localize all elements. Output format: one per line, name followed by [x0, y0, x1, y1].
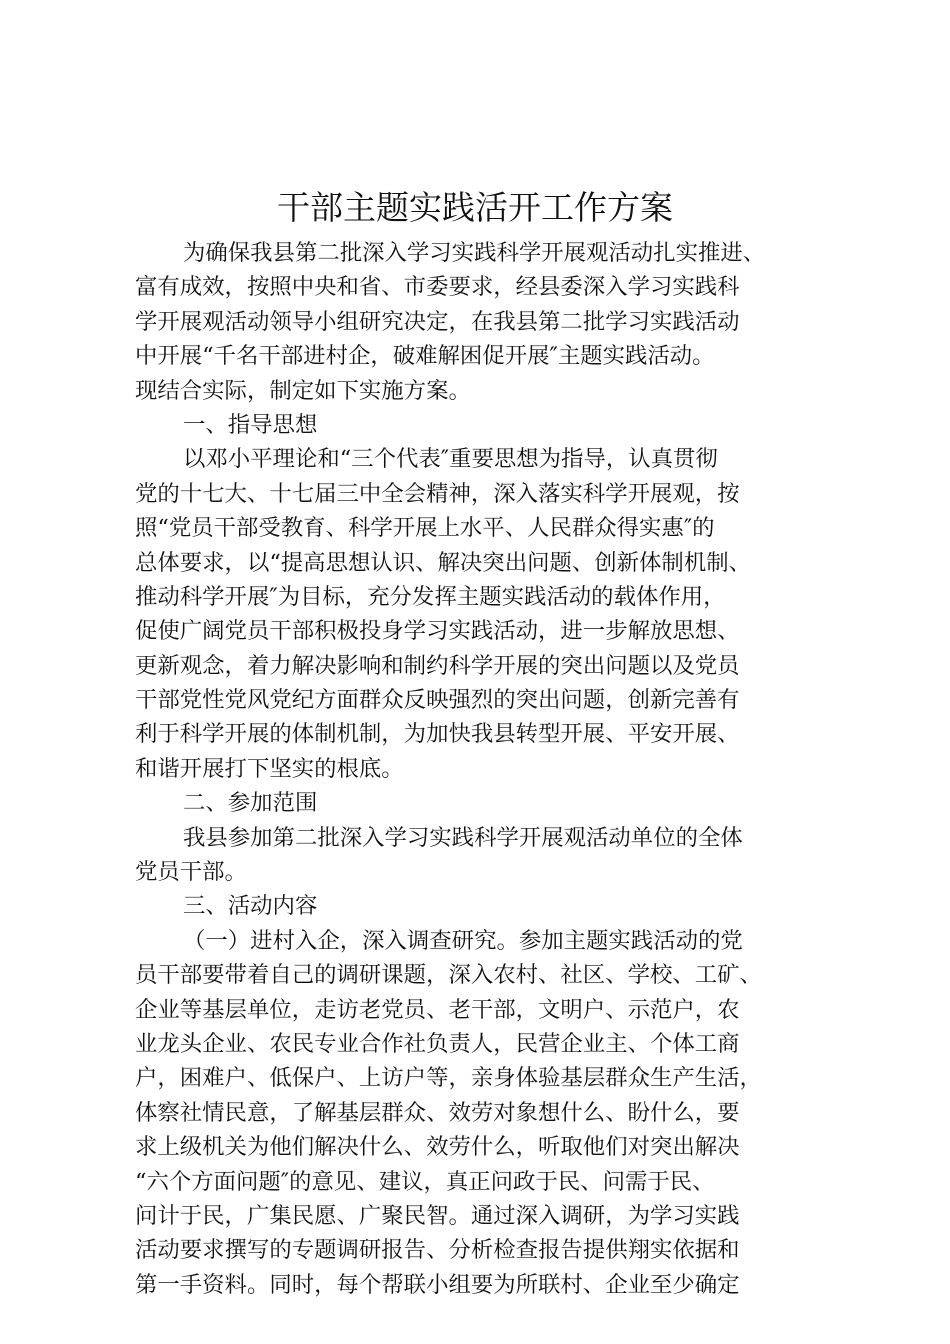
text-line: 体察社情民意，了解基层群众、效劳对象想什么、盼什么，要: [135, 1099, 740, 1126]
text-line: 总体要求，以“提高思想认识、解决突出问题、创新体制机制、: [135, 549, 751, 576]
text-line: 第一手资料。同时，每个帮联小组要为所联村、企业至少确定: [135, 1271, 740, 1298]
text-line: 三、活动内容: [183, 893, 318, 920]
text-line: 企业等基层单位，走访老党员、老干部，文明户、示范户，农: [135, 996, 740, 1023]
text-line: 一、指导思想: [183, 411, 318, 438]
text-line: 照“党员干部受教育、科学开展上水平、人民群众得实惠″的: [135, 515, 715, 542]
text-line: 为确保我县第二批深入学习实践科学开展观活动扎实推进、: [183, 240, 766, 266]
text-line: 党员干部。: [135, 859, 247, 886]
text-line: 中开展“千名干部进村企，破难解困促开展″主题实践活动。: [135, 343, 715, 370]
text-line: 业龙头企业、农民专业合作社负责人，民营企业主、个体工商: [135, 1030, 740, 1057]
text-line: 干部党性党风党纪方面群众反映强烈的突出问题，创新完善有: [135, 687, 740, 714]
document-body: [135, 236, 825, 1302]
text-line: 求上级机关为他们解决什么、效劳什么，听取他们对突出解决: [135, 1134, 740, 1161]
text-line: 问计于民，广集民愿、广聚民智。通过深入调研，为学习实践: [135, 1202, 740, 1229]
text-line: 我县参加第二批深入学习实践科学开展观活动单位的全体: [183, 824, 743, 851]
text-line: 二、参加范围: [183, 790, 318, 817]
text-line: 户，困难户、低保户、上访户等，亲身体验基层群众生产生活，: [135, 1065, 762, 1092]
text-line: 活动要求撰写的专题调研报告、分析检查报告提供翔实依据和: [135, 1237, 740, 1264]
text-line: 现结合实际，制定如下实施方案。: [135, 377, 471, 404]
text-line: 和谐开展打下坚实的根底。: [135, 755, 404, 782]
text-line: 以邓小平理论和“三个代表″重要思想为指导，认真贯彻: [183, 446, 718, 473]
text-line: 富有成效，按照中央和省、市委要求，经县委深入学习实践科: [135, 274, 740, 301]
text-line: 员干部要带着自己的调研课题，深入农村、社区、学校、工矿、: [135, 962, 762, 989]
text-line: （一）进村入企，深入调查研究。参加主题实践活动的党: [183, 927, 743, 954]
text-line: 推动科学开展″为目标，充分发挥主题实践活动的载体作用，: [135, 583, 726, 610]
text-line: 利于科学开展的体制机制，为加快我县转型开展、平安开展、: [135, 721, 740, 748]
document-title: 干部主题实践活开工作方案: [277, 188, 673, 227]
text-line: 促使广阔党员干部积极投身学习实践活动，进一步解放思想、: [135, 618, 740, 645]
text-line: 党的十七大、十七届三中全会精神，深入落实科学开展观，按: [135, 480, 740, 507]
text-line: “六个方面问题″的意见、建议，真正问政于民、问需于民、: [135, 1168, 715, 1195]
text-line: 更新观念，着力解决影响和制约科学开展的突出问题以及党员: [135, 652, 740, 679]
text-line: 学开展观活动领导小组研究决定，在我县第二批学习实践活动: [135, 308, 740, 335]
